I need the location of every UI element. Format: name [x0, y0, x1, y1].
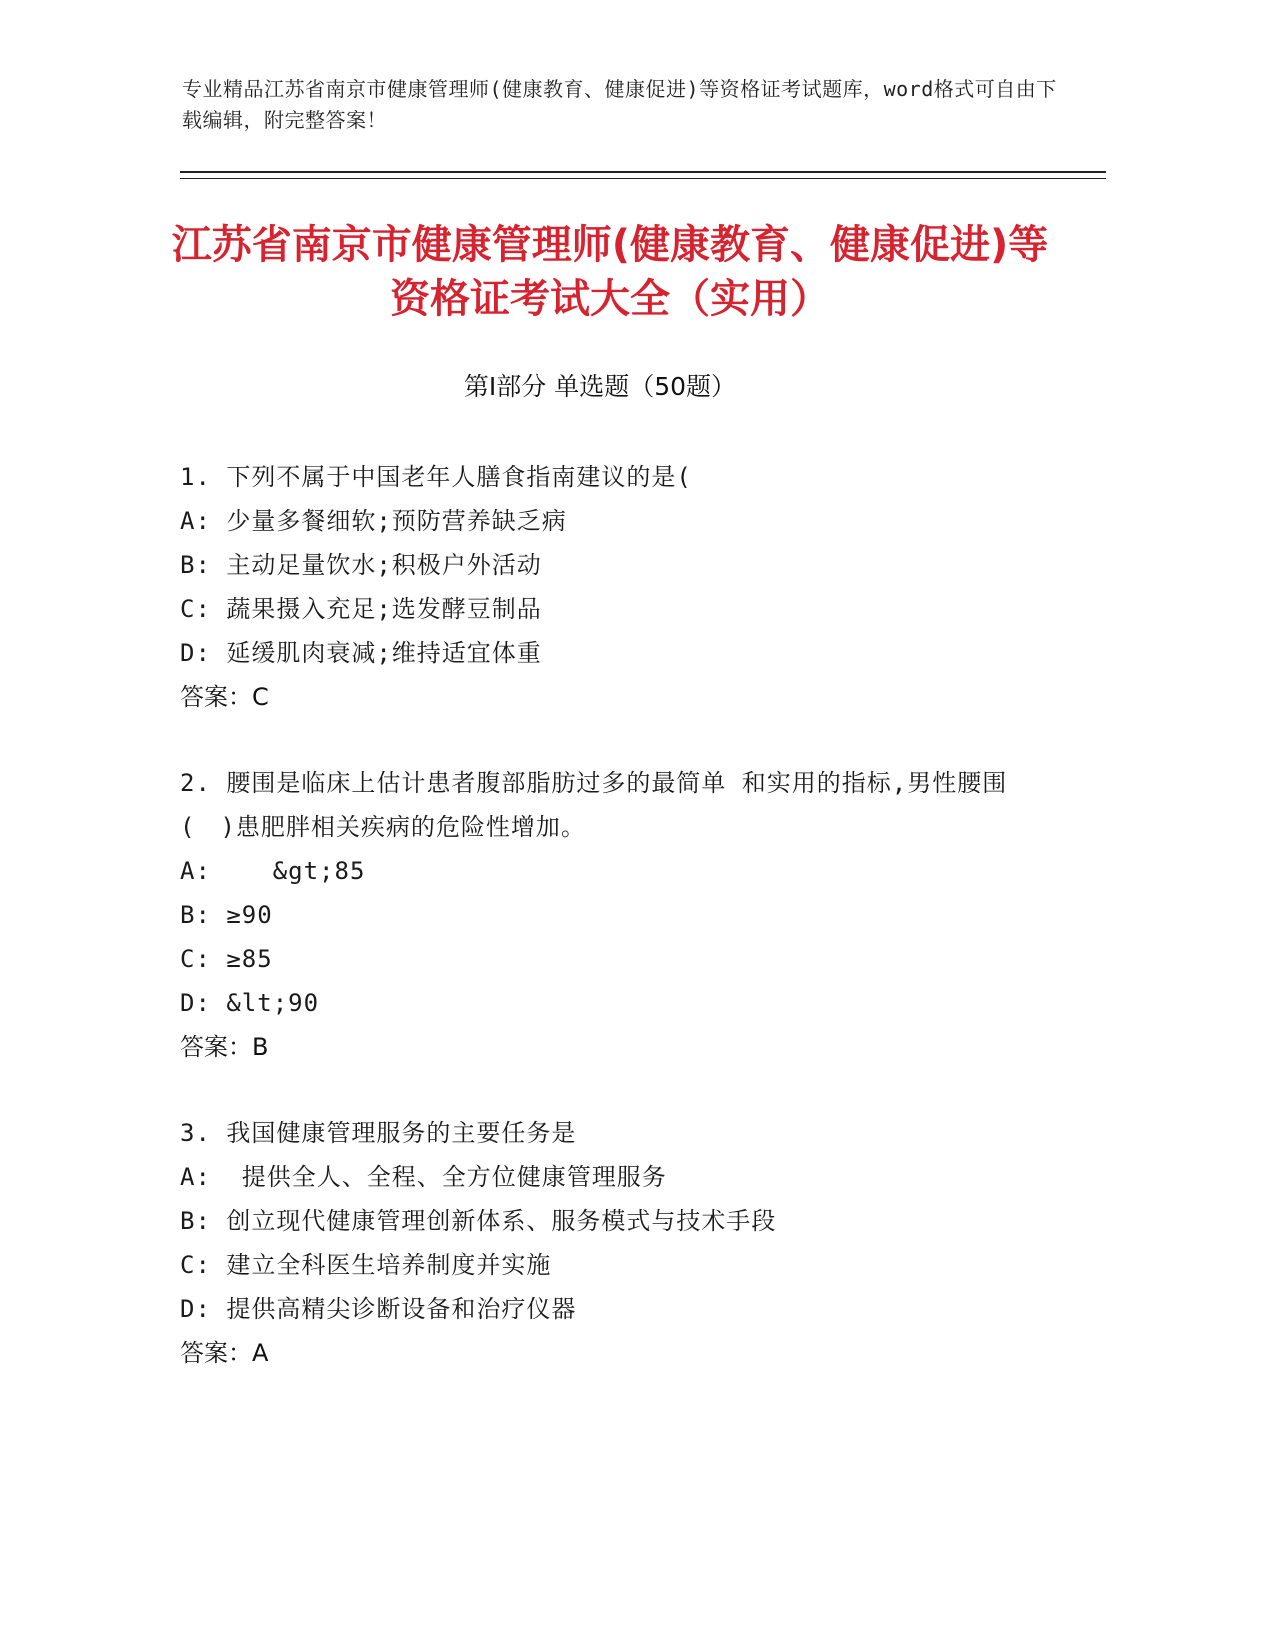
option-c: C: 建立全科医生培养制度并实施	[180, 1251, 552, 1279]
question-stem: 3. 我国健康管理服务的主要任务是	[180, 1119, 577, 1147]
header-note: 专业精品江苏省南京市健康管理师(健康教育、健康促进)等资格证考试题库，word格式可自由下载编辑，附完整答案！	[182, 77, 1057, 132]
option-d: D: &lt;90	[180, 989, 320, 1017]
option-a: A: &gt;85	[180, 857, 366, 885]
answer-line: 答案：A	[180, 1339, 269, 1367]
question-list	[180, 455, 1060, 1417]
option-b: B: 主动足量饮水;积极户外活动	[180, 551, 542, 579]
header-rule-thin	[180, 178, 1106, 179]
question-1	[180, 455, 1060, 719]
question-3	[180, 1111, 1060, 1375]
option-d: D: 提供高精尖诊断设备和治疗仪器	[180, 1295, 577, 1323]
option-c: C: ≥85	[180, 945, 273, 973]
option-d: D: 延缓肌肉衰减;维持适宜体重	[180, 639, 542, 667]
option-a: A: 提供全人、全程、全方位健康管理服务	[180, 1163, 667, 1191]
document-title: 江苏省南京市健康管理师(健康教育、健康促进)等资格证考试大全（实用）	[171, 222, 1049, 322]
option-a: A: 少量多餐细软;预防营养缺乏病	[180, 507, 567, 535]
option-b: B: ≥90	[180, 901, 273, 929]
section-title: 第Ⅰ部分 单选题（50题）	[463, 372, 737, 401]
answer-line: 答案：C	[180, 683, 269, 711]
option-c: C: 蔬果摄入充足;选发酵豆制品	[180, 595, 542, 623]
answer-line: 答案：B	[180, 1033, 269, 1061]
question-stem: 1. 下列不属于中国老年人膳食指南建议的是(	[180, 463, 692, 491]
question-2	[180, 761, 1060, 1069]
header-rule-thick	[180, 171, 1106, 173]
option-b: B: 创立现代健康管理创新体系、服务模式与技术手段	[180, 1207, 777, 1235]
question-stem: 2. 腰围是临床上估计患者腹部脂肪过多的最简单 和实用的指标,男性腰围( )患肥胖相关疾病的危险性增加。	[180, 769, 1008, 841]
